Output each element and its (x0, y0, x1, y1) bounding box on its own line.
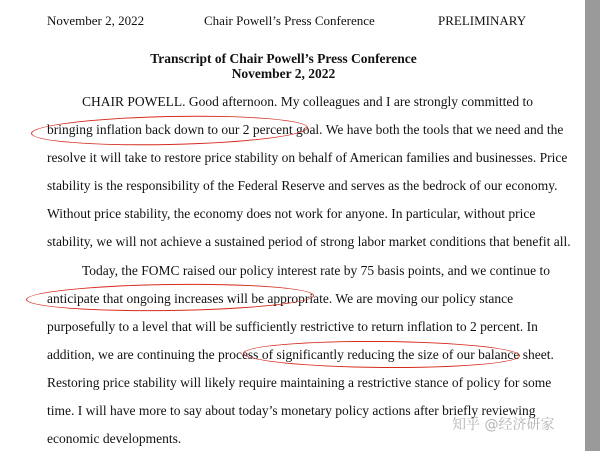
body-line: stability is the responsibility of the Federal Reserve and serves as the bedrock of our economy. (47, 178, 558, 193)
transcript-title: Transcript of Chair Powell’s Press Conference (150, 51, 417, 66)
transcript-date: November 2, 2022 (231, 66, 336, 81)
body-line: stability, we will not achieve a sustained period of strong labor market conditions that benefit all. (47, 234, 571, 249)
body-line: anticipate that ongoing increases will be appropriate. We are moving our policy stance (47, 291, 514, 306)
body-line: bringing inflation back down to our 2 percent goal. We have both the tools that we need and the (47, 122, 564, 137)
body-line: Without price stability, the economy does not work for anyone. In particular, without price (47, 206, 536, 221)
page-edge (585, 0, 600, 451)
body-line: Restoring price stability will likely require maintaining a restrictive stance of policy for some (47, 375, 552, 390)
highlight-ellipse-inflation-goal (31, 113, 309, 148)
body-line: economic developments. (47, 431, 182, 446)
body-line: Today, the FOMC raised our policy interest rate by 75 basis points, and we continue to (82, 263, 550, 278)
header-doc-title: Chair Powell’s Press Conference (204, 13, 375, 28)
highlight-ellipse-ongoing-increases (26, 282, 314, 313)
body-line: time. I will have more to say about today’s monetary policy actions after briefly reviewing (47, 403, 536, 418)
header-status: PRELIMINARY (438, 13, 527, 28)
highlight-ellipse-balance-sheet (243, 340, 520, 369)
header-date: November 2, 2022 (47, 13, 145, 28)
zhihu-watermark: 知乎 @经济研家 (452, 417, 555, 433)
body-line: addition, we are continuing the process of significantly reducing the size of our balance sheet. (47, 347, 554, 362)
body-line: purposefully to a level that will be sufficiently restrictive to return inflation to 2 percent. In (47, 319, 538, 334)
body-line: resolve it will take to restore price stability on behalf of American families and businesses. Price (47, 150, 568, 165)
body-line: CHAIR POWELL. Good afternoon. My colleagues and I are strongly committed to (82, 94, 534, 109)
